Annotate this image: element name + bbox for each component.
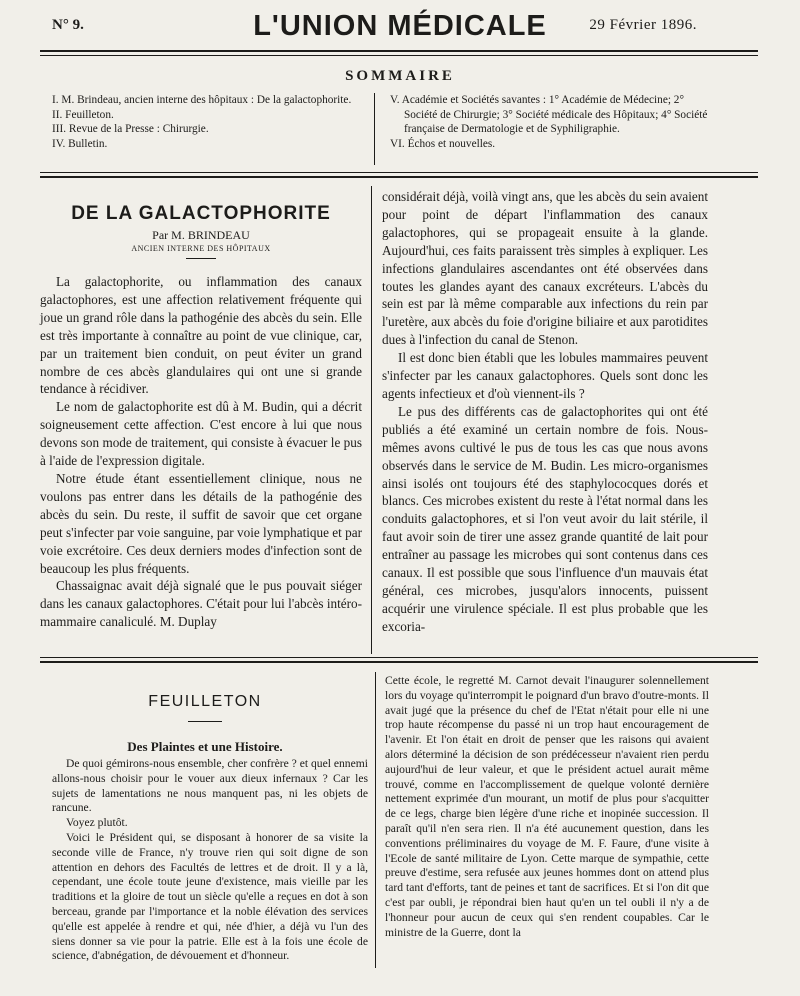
- feuilleton-underline: [188, 721, 222, 722]
- sommaire-item: I. M. Brindeau, ancien interne des hôpitaux : De la galactophorite.: [52, 94, 352, 106]
- sommaire-left-column: [52, 93, 370, 151]
- feuilleton-rule-bottom: [40, 661, 758, 663]
- feuilleton-paragraph: De quoi gémirons-nous ensemble, cher confrère ? et quel ennemi allons-nous choisir pour le vouer aux dieux infernaux ? Car les sujets de lamentations ne nous manquent pas, ni les objets de rancune.: [52, 757, 368, 815]
- issue-date: 29 Février 1896.: [589, 17, 697, 33]
- sommaire-rule-bottom: [40, 176, 758, 178]
- article-paragraph: Chassaignac avait déjà signalé que le pus pouvait siéger dans les canaux galactophores. C'était pour lui l'abcès intéro-mammaire canaliculé. M. Duplay: [40, 578, 362, 630]
- article-paragraph: La galactophorite, ou inflammation des canaux galactophores, est une affection relativement fréquente qui joue un grand rôle dans la pathogénie des abcès du sein. Elle est très importante à connaître au point de vue clinique, car, par un traitement bien conduit, on peut éviter un grand nombre de ces abcès glandulaires qui ont une si grande tendance à récidiver.: [40, 274, 362, 397]
- sommaire-rule-top: [40, 172, 758, 173]
- feuilleton-paragraph: Voyez plutôt.: [66, 816, 128, 830]
- column-divider: [371, 186, 372, 654]
- sommaire-item: II. Feuilleton.: [52, 108, 114, 121]
- article-author: Par M. BRINDEAU: [152, 228, 250, 242]
- issue-number: N° 9.: [52, 17, 84, 33]
- article-paragraph: Le nom de galactophorite est dû à M. Budin, qui a décrit soigneusement cette affection. C'est encore à lui que nous devons son mode de traitement, qui consiste à évacuer le pus à l'aide de l'expression digitale.: [40, 399, 362, 469]
- article-right-column: [382, 188, 708, 636]
- sommaire-item: III. Revue de la Presse : Chirurgie.: [52, 123, 209, 135]
- sommaire-item: IV. Bulletin.: [52, 137, 108, 150]
- article-paragraph: Notre étude étant essentiellement clinique, nous ne voulons pas entrer dans les détails de la pathogénie des abcès du sein. Du reste, il suffit de savoir que cet organe peut s'infecter par voie sanguine, par voie lymphatique et par voie excrétoire. Ces deux derniers modes d'infection sont de beaucoup les plus fréquents.: [40, 470, 362, 576]
- sommaire-title: SOMMAIRE: [345, 68, 455, 84]
- article-paragraph: Il est donc bien établi que les lobules mammaires peuvent s'infecter par les canaux galactophores. Quels sont donc les agents infectieux et d'où viennent-ils ?: [382, 350, 708, 401]
- article-left-column: [40, 273, 362, 631]
- article-paragraph: considérait déjà, voilà vingt ans, que les abcès du sein avaient pour point de départ l'inflammation des canaux galactophores, qui se propageait ensuite à la glande. Aujourd'hui, ces faits paraissent très simples à expliquer. Les infections glandulaires ascendantes ont été observées dans toutes les glandes ayant des canaux excréteurs. L'abcès du sein est par là même comparable aux infections du rein par l'uretère, aux abcès du foie d'origine biliaire et aux parotidites dues à l'infection du canal de Stenon.: [382, 189, 708, 348]
- feuilleton-rule-top: [40, 657, 758, 658]
- feuilleton-column-divider: [375, 672, 376, 968]
- feuilleton-paragraph: Cette école, le regretté M. Carnot devait l'inaugurer solennellement lors du voyage qu'interrompit le poignard d'un bravo d'outre-monts. Il avait jugé que la présence du chef de l'Etat n'était pour elle ni une trop haute récompense du passé ni un trop haut encouragement de l'avenir. Et l'on était en droit de penser que les raisons qui avaient alors déterminé la décision de son prédécesseur n'avaient rien perdu aujourd'hui de leur valeur, et que le président actuel aurait même trouvé, comme en l'accomplissement de quelque volonté dernière nettement exprimée d'un mourant, un motif de plus pour s'acquitter de ce legs, charge bien légère d'une riche et inopinée succession. Il paraît qu'il n'en sera rien. Il n'a été aucunement question, dans les conventions préliminaires du voyage de M. F. Faure, d'une visite à l'Ecole de santé militaire de Lyon. Cette marque de sympathie, cette preuve d'estime, sera refusée aux jeunes hommes dont on attend plus tard tant d'efforts, tant de peines et tant de sacrifices. Et si l'on dit que c'est par oubli, je répondrai bien haut qu'en un tel oubli il n'y a de l'honneur pour aucun de ceux qui s'en rendent coupables. Car le ministre de la Guerre, dont la: [385, 674, 709, 939]
- sommaire-item: VI. Échos et nouvelles.: [390, 137, 496, 150]
- feuilleton-left-column: [52, 757, 368, 964]
- sommaire-item: V. Académie et Sociétés savantes : 1° Académie de Médecine; 2° Société de Chirurgie; 3° Société médicale des Hôpitaux; 4° Société française de Dermatologie et de Syphiligraphie.: [390, 94, 708, 135]
- article-paragraph: Le pus des différents cas de galactophorites qui ont été publiés a été examiné un certain nombre de fois. Nous-mêmes avons cultivé le pus de tous les cas que nous avons observés dans le service de M. Budin. Les micro-organismes ainsi isolés ont toujours été des staphylococques dorés et blancs. Ces microbes existent du reste à l'état normal dans les conduits galactophores, et si l'on veut avoir du lait stérile, il faut avoir soin de tirer une assez grande quantité de lait pour entraîner au passage les microbes qui sont contenus dans ces canaux. Il est possible que sous l'influence d'un mauvais état général, ces microbes, jusqu'alors innocents, puissent acquérir une virulence spéciale. Il est plus probable que les excoria-: [382, 403, 708, 634]
- title-underline: [186, 258, 216, 259]
- journal-title: L'UNION MÉDICALE: [253, 10, 547, 42]
- header-rule-thick: [40, 50, 758, 52]
- header-rule-thin: [40, 55, 758, 56]
- article-title: DE LA GALACTOPHORITE: [71, 203, 331, 224]
- sommaire-divider: [374, 93, 375, 165]
- sommaire-right-column: [390, 93, 710, 151]
- feuilleton-right-column: [385, 674, 709, 940]
- feuilleton-subtitle: Des Plaintes et une Histoire.: [127, 739, 283, 754]
- feuilleton-paragraph: Voici le Président qui, se disposant à honorer de sa visite la seconde ville de France, n'y trouve rien qui soit digne de son attention en dehors des Facultés de lettres et de droit. Il y a là, cependant, une école toute jeune d'existence, mais vieille par les traditions et la gloire de tout un siècle qu'elle a reçues en dot à son berceau, grande par l'importance et la noble élévation des services qu'elle est appelée à rendre et qui, née d'hier, a déjà vu l'un des siens donner sa vie pour la patrie. Elle est à la fois une école de science, d'abnégation, de dévouement et d'honneur.: [52, 830, 368, 963]
- feuilleton-title: FEUILLETON: [148, 693, 262, 710]
- article-author-role: ANCIEN INTERNE DES HÔPITAUX: [131, 244, 271, 253]
